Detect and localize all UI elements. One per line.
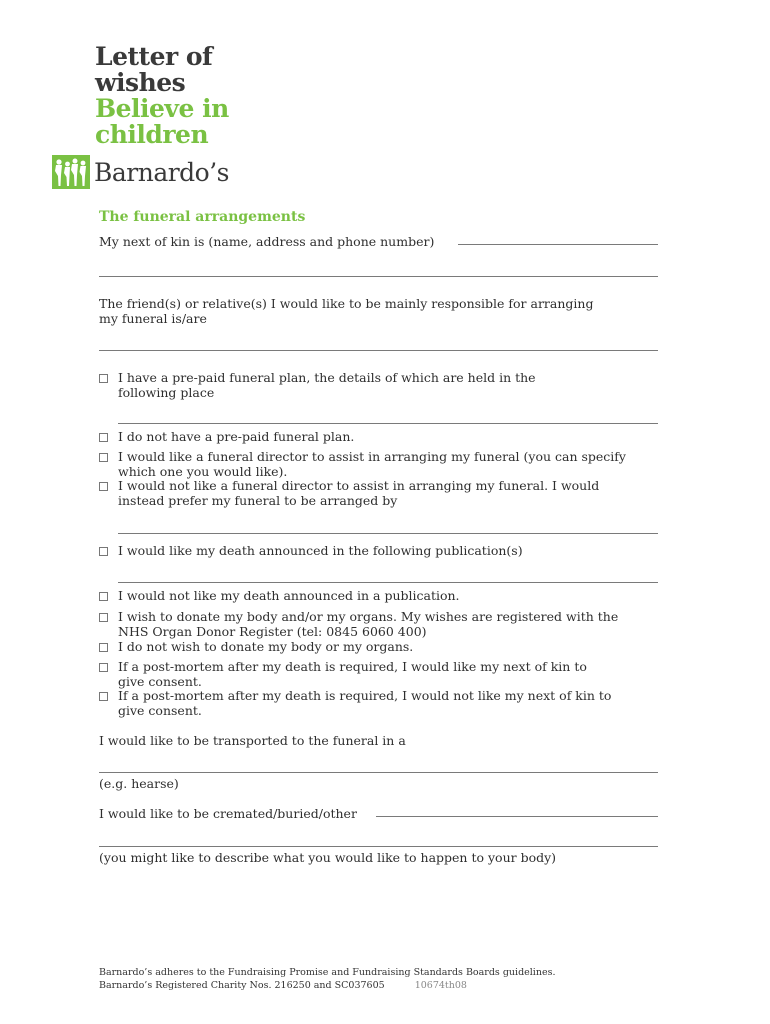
cremated-label: I would like to be cremated/buried/other: [99, 806, 357, 821]
director-label-1: I would like a funeral director to assist in arranging my funeral (you can specify: [118, 449, 626, 464]
next-of-kin-field-2[interactable]: [99, 276, 658, 277]
donate-label-1: I wish to donate my body and/or my organs. My wishes are registered with the: [118, 609, 619, 624]
transport-label: I would like to be transported to the funeral in a: [99, 733, 406, 748]
no-postmortem-checkbox[interactable]: [99, 692, 108, 701]
arranged-by-field[interactable]: [118, 533, 658, 534]
cremated-field-2[interactable]: [99, 846, 658, 847]
transport-field[interactable]: [99, 772, 658, 773]
footer-line-2: Barnardo’s Registered Charity Nos. 216250 and SC037605: [99, 980, 385, 991]
no-prepaid-checkbox[interactable]: [99, 433, 108, 442]
announce-field[interactable]: [118, 582, 658, 583]
barnardos-figures-icon: [52, 155, 90, 189]
postmortem-checkbox[interactable]: [99, 663, 108, 672]
no-donate-label: I do not wish to donate my body or my organs.: [118, 639, 414, 654]
next-of-kin-label: My next of kin is (name, address and phone number): [99, 234, 435, 249]
barnardos-logo: [52, 155, 229, 189]
prepaid-label-1: I have a pre-paid funeral plan, the details of which are held in the: [118, 370, 536, 385]
no-announce-checkbox[interactable]: [99, 592, 108, 601]
tagline-line-2: children: [95, 120, 209, 149]
prepaid-field[interactable]: [118, 423, 658, 424]
postmortem-label-2: give consent.: [118, 674, 202, 689]
no-announce-label: I would not like my death announced in a publication.: [118, 588, 460, 603]
no-postmortem-label-1: If a post-mortem after my death is required, I would not like my next of kin to: [118, 688, 612, 703]
donate-checkbox[interactable]: [99, 613, 108, 622]
announce-label: I would like my death announced in the following publication(s): [118, 543, 523, 558]
director-checkbox[interactable]: [99, 453, 108, 462]
donate-label-2: NHS Organ Donor Register (tel: 0845 6060 400): [118, 624, 427, 639]
prepaid-checkbox[interactable]: [99, 374, 108, 383]
section-heading: The funeral arrangements: [99, 209, 306, 225]
no-prepaid-label: I do not have a pre-paid funeral plan.: [118, 429, 355, 444]
transport-hint: (e.g. hearse): [99, 776, 179, 791]
footer-code: 10674th08: [414, 980, 467, 991]
tagline-line-1: Believe in: [95, 94, 229, 123]
next-of-kin-field[interactable]: [458, 244, 658, 245]
postmortem-label-1: If a post-mortem after my death is required, I would like my next of kin to: [118, 659, 587, 674]
responsible-field[interactable]: [99, 350, 658, 351]
no-director-label-1: I would not like a funeral director to assist in arranging my funeral. I would: [118, 478, 600, 493]
title-line-1: Letter of: [95, 42, 213, 71]
responsible-label-2: my funeral is/are: [99, 311, 207, 326]
title-block: [95, 44, 229, 148]
no-director-label-2: instead prefer my funeral to be arranged by: [118, 493, 398, 508]
title-line-2: wishes: [95, 68, 186, 97]
announce-checkbox[interactable]: [99, 547, 108, 556]
cremated-hint: (you might like to describe what you would like to happen to your body): [99, 850, 557, 865]
brand-name: Barnardo’s: [94, 157, 230, 187]
no-postmortem-label-2: give consent.: [118, 703, 202, 718]
footer-line-1: Barnardo’s adheres to the Fundraising Promise and Fundraising Standards Boards guidelines.: [99, 967, 556, 978]
no-donate-checkbox[interactable]: [99, 643, 108, 652]
no-director-checkbox[interactable]: [99, 482, 108, 491]
footer-line-2-row: [99, 980, 467, 991]
responsible-label-1: The friend(s) or relative(s) I would like to be mainly responsible for arranging: [99, 296, 594, 311]
prepaid-label-2: following place: [118, 385, 215, 400]
cremated-field[interactable]: [376, 816, 658, 817]
director-label-2: which one you would like).: [118, 464, 288, 479]
